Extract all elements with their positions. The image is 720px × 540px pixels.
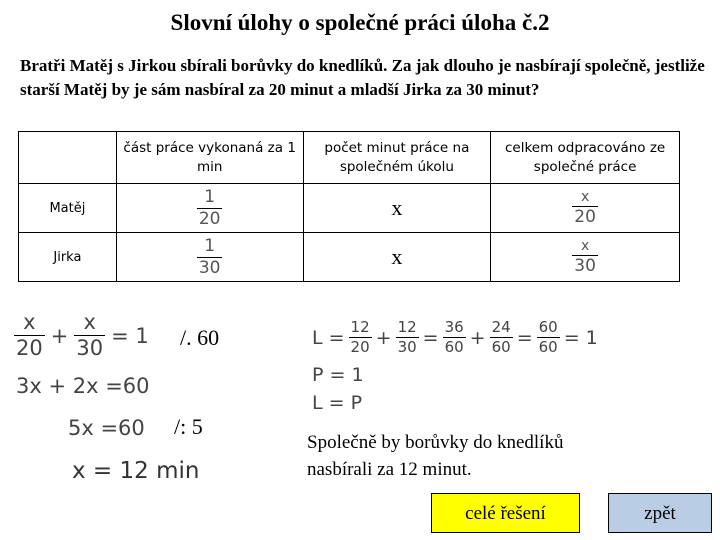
plus-sign: + bbox=[375, 326, 392, 349]
denominator: 60 bbox=[491, 338, 511, 356]
fraction-60-60 bbox=[537, 320, 560, 355]
fraction-part-matej bbox=[197, 186, 223, 229]
row-label-jirka: Jirka bbox=[19, 233, 117, 282]
numerator: x bbox=[580, 238, 590, 254]
denominator: 30 bbox=[198, 257, 221, 278]
fraction-total-matej bbox=[572, 190, 598, 226]
check-right-side: P = 1 bbox=[312, 364, 364, 386]
fraction-36-60 bbox=[443, 320, 466, 355]
denominator: 20 bbox=[350, 338, 370, 356]
equation-5x: 5x =60 bbox=[68, 416, 145, 440]
numerator: 12 bbox=[350, 318, 370, 336]
operation-multiply-60: /. 60 bbox=[180, 325, 220, 350]
denominator: 30 bbox=[397, 338, 417, 356]
numerator: 24 bbox=[491, 318, 511, 336]
left-side-label: L = bbox=[312, 326, 345, 349]
problem-statement: Bratři Matěj s Jirkou sbírali borůvky do knedlíků. Za jak dlouho je nasbírají společně, jestliže starší Matěj by je sám nasbíral za 20 minut a mladší Jirka za 30 minut? bbox=[20, 56, 705, 99]
denominator: 30 bbox=[76, 336, 104, 360]
equals-one: = 1 bbox=[111, 323, 149, 348]
answer-line: nasbírali za 12 minut. bbox=[307, 459, 472, 480]
table-row bbox=[19, 233, 680, 282]
numerator: 36 bbox=[444, 318, 464, 336]
row-label-matej: Matěj bbox=[19, 184, 117, 233]
header-cell-part-per-minute: část práce vykonaná za 1 min bbox=[116, 132, 303, 184]
numerator: x bbox=[580, 189, 590, 205]
minutes-matej: x bbox=[303, 184, 491, 233]
numerator: 1 bbox=[204, 235, 216, 256]
fraction-24-60 bbox=[490, 320, 513, 355]
fraction-x-30 bbox=[74, 312, 105, 359]
fraction-part-jirka bbox=[197, 235, 223, 278]
numerator: 12 bbox=[397, 318, 417, 336]
numerator: x bbox=[83, 310, 96, 334]
denominator: 60 bbox=[538, 338, 558, 356]
denominator: 20 bbox=[574, 207, 596, 227]
header-cell-minutes: počet minut práce na společném úkolu bbox=[303, 132, 491, 184]
minutes-jirka: x bbox=[303, 233, 491, 282]
numerator: 60 bbox=[538, 318, 558, 336]
table-header-row bbox=[19, 132, 680, 184]
equals-one: = 1 bbox=[563, 326, 598, 349]
equation-3x-2x: 3x + 2x =60 bbox=[16, 374, 150, 398]
equation-sum-of-parts bbox=[14, 312, 155, 359]
fraction-x-20 bbox=[14, 312, 45, 359]
check-equation bbox=[312, 320, 598, 355]
header-cell-total-work: celkem odpracováno ze společné práce bbox=[491, 132, 680, 184]
full-solution-button[interactable]: celé řešení bbox=[431, 493, 580, 533]
denominator: 60 bbox=[444, 338, 464, 356]
denominator: 20 bbox=[198, 208, 221, 229]
numerator: 1 bbox=[204, 186, 216, 207]
equals-sign: = bbox=[422, 326, 439, 349]
fraction-12-20 bbox=[349, 320, 372, 355]
table-row bbox=[19, 184, 680, 233]
numerator: x bbox=[23, 310, 36, 334]
answer-line: Společně by borůvky do knedlíků bbox=[307, 432, 564, 453]
operation-divide-5: /: 5 bbox=[174, 414, 203, 439]
answer-text bbox=[307, 429, 563, 483]
header-cell-empty bbox=[19, 132, 117, 184]
plus-sign: + bbox=[50, 323, 69, 348]
denominator: 30 bbox=[574, 256, 596, 276]
work-table bbox=[18, 131, 680, 282]
check-conclusion: L = P bbox=[312, 392, 363, 414]
denominator: 20 bbox=[16, 336, 43, 360]
equals-sign: = bbox=[516, 326, 533, 349]
fraction-total-jirka bbox=[572, 239, 598, 275]
page-title: Slovní úlohy o společné práci úloha č.2 bbox=[170, 10, 550, 35]
back-button[interactable]: zpět bbox=[608, 493, 712, 533]
equation-result: x = 12 min bbox=[72, 458, 200, 484]
fraction-12-30 bbox=[396, 320, 419, 355]
plus-sign: + bbox=[469, 326, 486, 349]
